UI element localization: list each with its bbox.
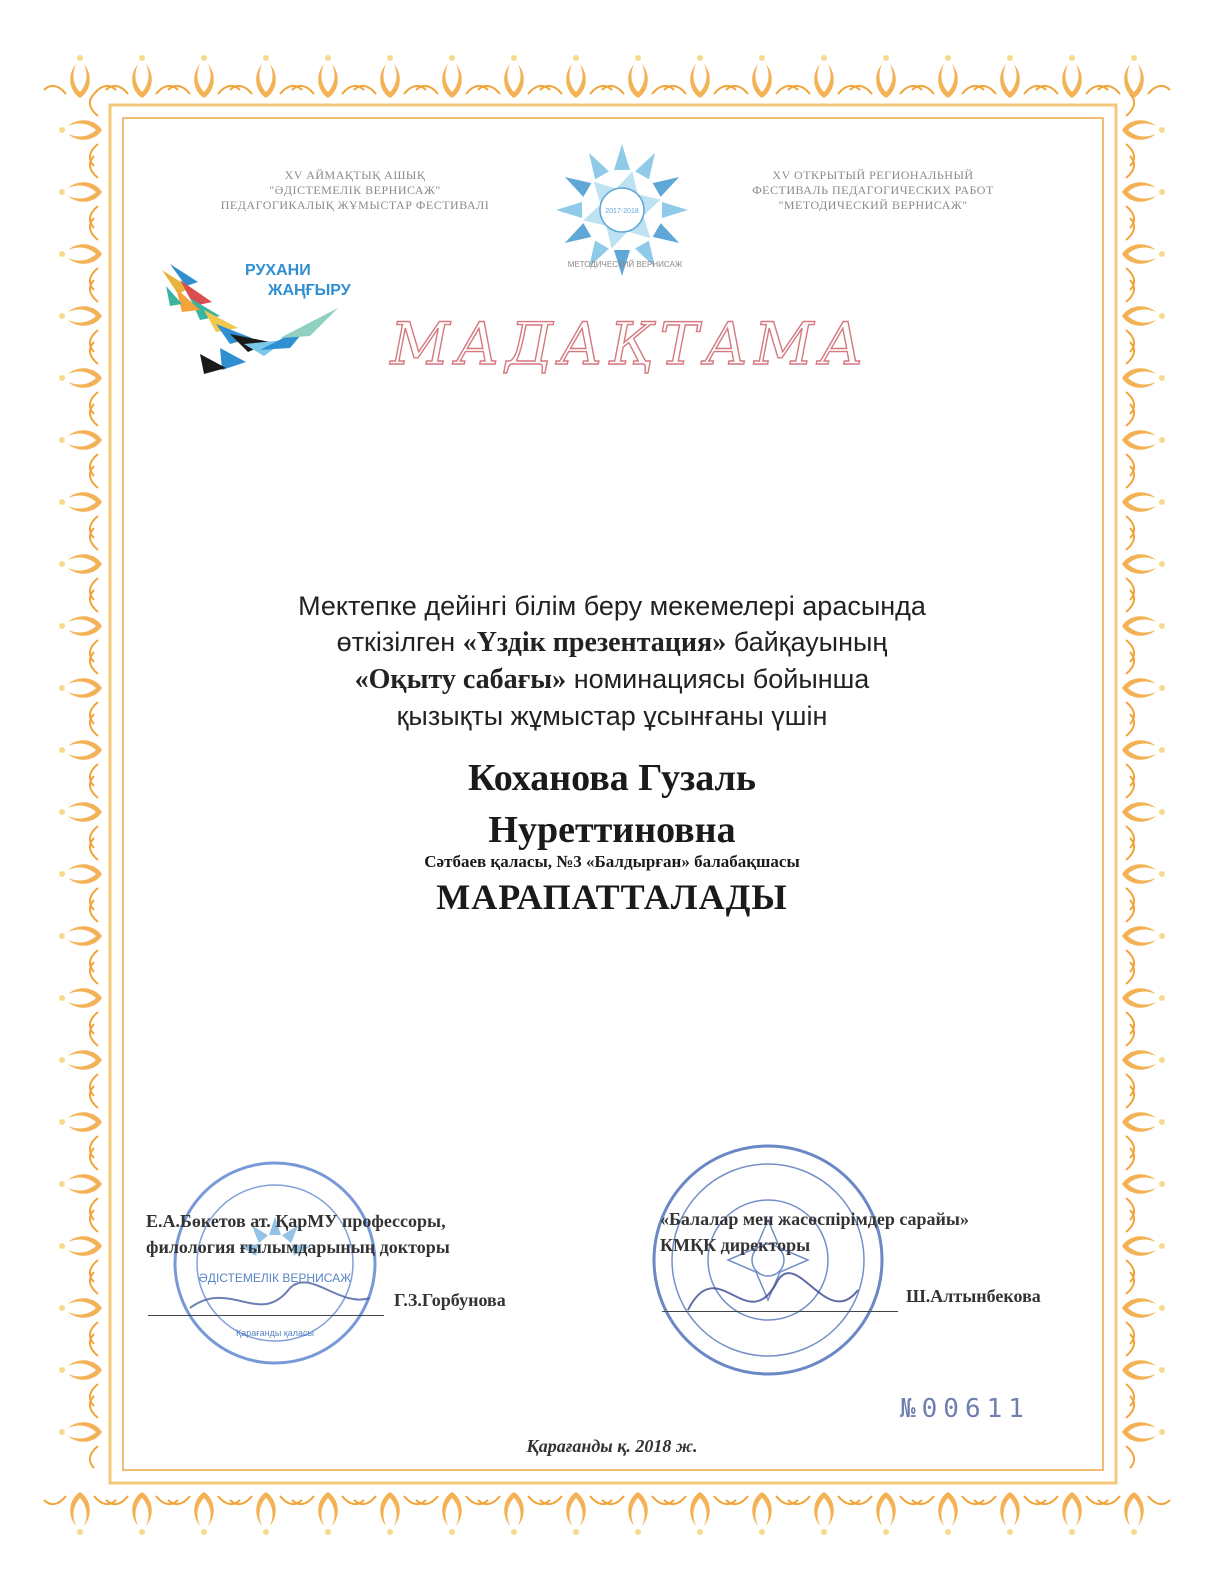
border-flourish bbox=[540, 1492, 612, 1535]
body-line-3 bbox=[150, 661, 1074, 698]
border-flourish bbox=[1122, 776, 1165, 848]
border-flourish bbox=[1122, 838, 1165, 910]
border-flourish bbox=[1122, 962, 1165, 1034]
award-statement: МАРАПАТТАЛАДЫ bbox=[436, 877, 788, 917]
left-round-stamp bbox=[170, 1158, 380, 1368]
border-flourish bbox=[1122, 1334, 1165, 1406]
header-right-line: ФЕСТИВАЛЬ ПЕДАГОГИЧЕСКИХ РАБОТ bbox=[752, 183, 994, 197]
border-flourish bbox=[292, 55, 364, 98]
border-flourish bbox=[59, 466, 102, 538]
header-right-line: "МЕТОДИЧЕСКИЙ ВЕРНИСАЖ" bbox=[778, 198, 968, 212]
left-signature-line bbox=[148, 1315, 384, 1316]
border-flourish bbox=[168, 55, 240, 98]
border-flourish bbox=[478, 55, 550, 98]
rukhani-label: РУХАНИ bbox=[245, 262, 311, 279]
border-flourish bbox=[1122, 590, 1165, 662]
body-line-2-prefix: өткізілген bbox=[336, 627, 456, 657]
body-line-2 bbox=[150, 624, 1074, 661]
border-flourish bbox=[1098, 1492, 1170, 1535]
border-flourish bbox=[664, 55, 736, 98]
border-flourish bbox=[59, 590, 102, 662]
border-flourish bbox=[59, 1086, 102, 1158]
border-flourish bbox=[59, 1396, 102, 1468]
border-flourish bbox=[44, 55, 116, 98]
border-flourish bbox=[59, 156, 102, 228]
border-flourish bbox=[1122, 1086, 1165, 1158]
border-flourish bbox=[602, 55, 674, 98]
border-flourish bbox=[59, 1334, 102, 1406]
recipient-name bbox=[150, 752, 1074, 856]
border-flourish bbox=[59, 528, 102, 600]
border-flourish bbox=[912, 1492, 984, 1535]
border-flourish bbox=[1036, 1492, 1108, 1535]
border-flourish bbox=[1122, 1396, 1165, 1468]
zhangyru-label: ЖАҢҒЫРУ bbox=[268, 282, 351, 299]
border-flourish bbox=[59, 342, 102, 414]
border-flourish bbox=[230, 1492, 302, 1535]
border-flourish bbox=[106, 55, 178, 98]
border-flourish bbox=[788, 1492, 860, 1535]
border-flourish bbox=[1122, 1148, 1165, 1220]
right-signatory-name: Ш.Алтынбекова bbox=[906, 1286, 1041, 1306]
border-flourish bbox=[59, 962, 102, 1034]
recipient-name-line-2: Нуреттиновна bbox=[488, 809, 736, 851]
border-flourish bbox=[59, 1148, 102, 1220]
border-flourish bbox=[59, 714, 102, 786]
serial-number: №00611 bbox=[900, 1394, 1030, 1424]
border-flourish bbox=[1122, 652, 1165, 724]
border-flourish bbox=[59, 1210, 102, 1282]
right-signatory-title bbox=[660, 1206, 1080, 1258]
nomination-name: «Оқыту сабағы» bbox=[354, 664, 567, 695]
border-flourish bbox=[59, 94, 102, 166]
border-flourish bbox=[59, 652, 102, 724]
border-flourish bbox=[850, 1492, 922, 1535]
metodicheskiy-vernisazh-logo bbox=[522, 142, 722, 277]
logo-year: 2017-2018 bbox=[605, 208, 639, 215]
body-line-1: Мектепке дейінгі білім беру мекемелері арасында bbox=[298, 591, 926, 621]
header-left-line: "ӘДІСТЕМЕЛІК ВЕРНИСАЖ" bbox=[269, 183, 441, 197]
left-signatory-title bbox=[146, 1208, 566, 1260]
border-flourish bbox=[1122, 900, 1165, 972]
border-flourish bbox=[1122, 94, 1165, 166]
border-flourish bbox=[974, 55, 1046, 98]
border-flourish bbox=[106, 1492, 178, 1535]
border-flourish bbox=[59, 900, 102, 972]
border-flourish bbox=[1122, 280, 1165, 352]
border-flourish bbox=[168, 1492, 240, 1535]
border-flourish bbox=[726, 55, 798, 98]
border-flourish bbox=[1122, 1210, 1165, 1282]
border-flourish bbox=[230, 55, 302, 98]
header-left-line: XV АЙМАҚТЫҚ АШЫҚ bbox=[284, 168, 426, 182]
recipient-name-line-1: Коханова Гузаль bbox=[468, 757, 756, 799]
festival-header-kazakh bbox=[190, 168, 520, 213]
border-flourish bbox=[1122, 404, 1165, 476]
right-signature-line bbox=[662, 1311, 898, 1312]
border-flourish bbox=[974, 1492, 1046, 1535]
border-flourish bbox=[1122, 342, 1165, 414]
body-line-2-suffix: байқауының bbox=[733, 627, 888, 657]
border-flourish bbox=[354, 55, 426, 98]
border-flourish bbox=[1122, 714, 1165, 786]
border-flourish bbox=[540, 55, 612, 98]
border-flourish bbox=[1122, 1024, 1165, 1096]
left-signatory-name: Г.З.Горбунова bbox=[394, 1290, 506, 1310]
border-flourish bbox=[44, 1492, 116, 1535]
left-stamp-text: ӘДІСТЕМЕЛІК ВЕРНИСАЖ bbox=[198, 1271, 352, 1285]
border-flourish bbox=[416, 55, 488, 98]
left-signatory-line-2: филология ғылымдарының докторы bbox=[146, 1237, 450, 1257]
border-flourish bbox=[59, 218, 102, 290]
border-flourish bbox=[726, 1492, 798, 1535]
border-flourish bbox=[602, 1492, 674, 1535]
border-flourish bbox=[664, 1492, 736, 1535]
right-signatory-line-1: «Балалар мен жасөспірімдер сарайы» bbox=[660, 1209, 969, 1229]
city-and-year: Қарағанды қ. 2018 ж. bbox=[526, 1436, 698, 1456]
border-flourish bbox=[59, 1272, 102, 1344]
header-left-line: ПЕДАГОГИКАЛЫҚ ЖҰМЫСТАР ФЕСТИВАЛІ bbox=[220, 198, 490, 212]
left-stamp-bottom: Қарағанды қаласы bbox=[236, 1328, 314, 1338]
certificate-title: МАДАҚТАМА bbox=[390, 310, 870, 378]
border-flourish bbox=[292, 1492, 364, 1535]
right-signatory-line-2: КМҚК директоры bbox=[660, 1235, 811, 1255]
right-round-stamp bbox=[648, 1140, 888, 1380]
border-flourish bbox=[354, 1492, 426, 1535]
header-right-line: XV ОТКРЫТЫЙ РЕГИОНАЛЬНЫЙ bbox=[772, 168, 974, 182]
border-flourish bbox=[59, 1024, 102, 1096]
border-flourish bbox=[59, 404, 102, 476]
certificate-body bbox=[150, 588, 1074, 734]
border-flourish bbox=[478, 1492, 550, 1535]
border-flourish bbox=[59, 838, 102, 910]
recipient-school: Сәтбаев қаласы, №3 «Балдырған» балабақшасы bbox=[424, 852, 800, 871]
border-flourish bbox=[416, 1492, 488, 1535]
border-flourish bbox=[850, 55, 922, 98]
festival-header-russian bbox=[728, 168, 1018, 213]
border-flourish bbox=[1122, 528, 1165, 600]
border-flourish bbox=[1122, 466, 1165, 538]
border-flourish bbox=[1122, 218, 1165, 290]
border-flourish bbox=[1122, 1272, 1165, 1344]
body-line-3-suffix: номинациясы бойынша bbox=[573, 664, 870, 694]
logo-caption: МЕТОДИЧЕСКИЙ ВЕРНИСАЖ bbox=[567, 260, 683, 269]
border-flourish bbox=[912, 55, 984, 98]
border-flourish bbox=[59, 280, 102, 352]
border-flourish bbox=[59, 776, 102, 848]
border-flourish bbox=[1122, 156, 1165, 228]
border-flourish bbox=[1098, 55, 1170, 98]
border-flourish bbox=[788, 55, 860, 98]
left-signatory-line-1: Е.А.Бөкетов ат. ҚарМУ профессоры, bbox=[146, 1211, 446, 1231]
border-flourish bbox=[1036, 55, 1108, 98]
contest-name: «Үздік презентация» bbox=[462, 627, 727, 658]
body-line-4: қызықты жұмыстар ұсынғаны үшін bbox=[396, 701, 828, 731]
